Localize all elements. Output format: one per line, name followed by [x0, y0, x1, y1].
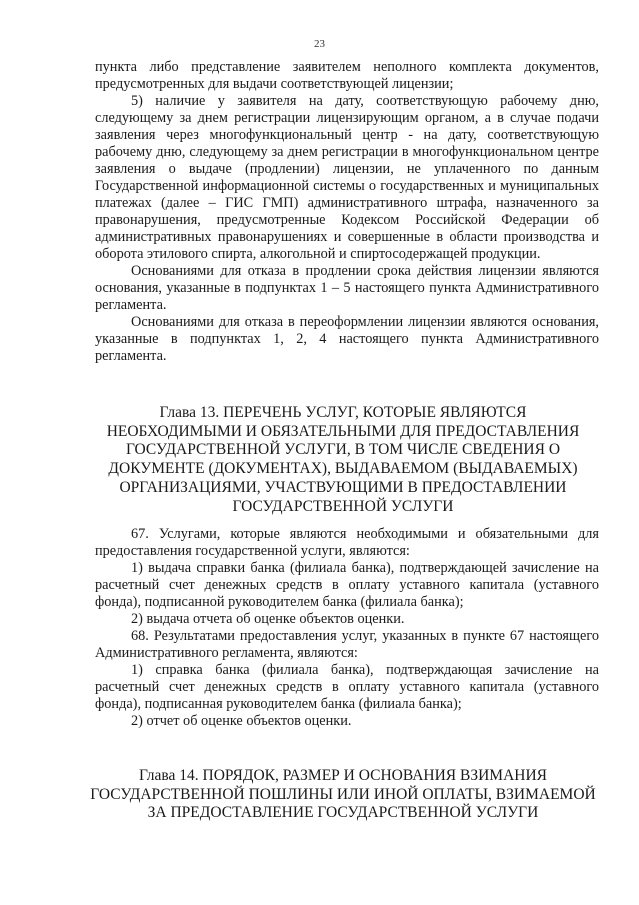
paragraph-block-2 — [95, 526, 599, 730]
heading-line: Глава 14. ПОРЯДОК, РАЗМЕР И ОСНОВАНИЯ ВЗИМАНИЯ — [138, 767, 548, 784]
paragraph: 1) выдача справки банка (филиала банка), подтверждающей зачисление на расчетный счет денежных средств в оплату уставного капитала (уставного фонда), подписанной руководителем банка (филиала банка); — [95, 560, 599, 610]
paragraph: Основаниями для отказа в переоформлении лицензии являются основания, указанные в подпунктах 1, 2, 4 настоящего пункта Административного регламента. — [95, 314, 599, 364]
heading-line: ОРГАНИЗАЦИЯМИ, УЧАСТВУЮЩИМИ В ПРЕДОСТАВЛЕНИИ — [119, 478, 567, 496]
heading-line: Глава 13. ПЕРЕЧЕНЬ УСЛУГ, КОТОРЫЕ ЯВЛЯЮТСЯ — [159, 404, 527, 421]
page-number: 23 — [314, 38, 325, 50]
chapter-14-heading — [78, 767, 608, 823]
heading-line: ЗА ПРЕДОСТАВЛЕНИЕ ГОСУДАРСТВЕННОЙ УСЛУГИ — [147, 804, 539, 822]
paragraph: 1) справка банка (филиала банка), подтверждающая зачисление на расчетный счет денежных средств в оплату уставного капитала (уставного фонда), подписанная руководителем банка (филиала банка); — [95, 662, 599, 712]
paragraph: Основаниями для отказа в продлении срока действия лицензии являются основания, указанные в подпунктах 1 – 5 настоящего пункта Административного регламента. — [95, 263, 599, 313]
paragraph: пункта либо представление заявителем неполного комплекта документов, предусмотренных для выдачи соответствующей лицензии; — [95, 59, 599, 92]
paragraph: 2) выдача отчета об оценке объектов оценки. — [131, 611, 405, 627]
paragraph-block-1 — [95, 59, 599, 365]
heading-line: ГОСУДАРСТВЕННОЙ УСЛУГИ, В ТОМ ЧИСЛЕ СВЕДЕНИЯ О — [125, 441, 561, 459]
heading-line: ГОСУДАРСТВЕННОЙ УСЛУГИ — [232, 497, 454, 515]
paragraph: 5) наличие у заявителя на дату, соответствующую рабочему дню, следующему за днем регистрации лицензирующим органом, а в случае подачи заявления через многофункциональный центр - на дату, соответствующую рабочему дню, следующему за днем регистрации в многофункциональном центре заявления о выдаче (продлении) лицензии, не уплаченного по данным Государственной информационной системы о государственных и муниципальных платежах (далее – ГИС ГМП) административного штрафа, назначенного за правонарушения, предусмотренные Кодексом Российской Федерации об административных правонарушениях и совершенные в области производства и оборота этилового спирта, алкогольной и спиртосодержащей продукции. — [95, 93, 599, 262]
paragraph: 2) отчет об оценке объектов оценки. — [131, 713, 352, 729]
paragraph: 67. Услугами, которые являются необходимыми и обязательными для предоставления государственной услуги, являются: — [95, 526, 599, 559]
chapter-13-heading — [78, 404, 608, 516]
heading-line: НЕОБХОДИМЫМИ И ОБЯЗАТЕЛЬНЫМИ ДЛЯ ПРЕДОСТАВЛЕНИЯ — [106, 422, 580, 440]
heading-line: ДОКУМЕНТЕ (ДОКУМЕНТАХ), ВЫДАВАЕМОМ (ВЫДАВАЕМЫХ) — [108, 460, 578, 478]
paragraph: 68. Результатами предоставления услуг, указанных в пункте 67 настоящего Административного регламента, являются: — [95, 628, 599, 661]
heading-line: ГОСУДАРСТВЕННОЙ ПОШЛИНЫ ИЛИ ИНОЙ ОПЛАТЫ, ВЗИМАЕМОЙ — [90, 785, 596, 803]
